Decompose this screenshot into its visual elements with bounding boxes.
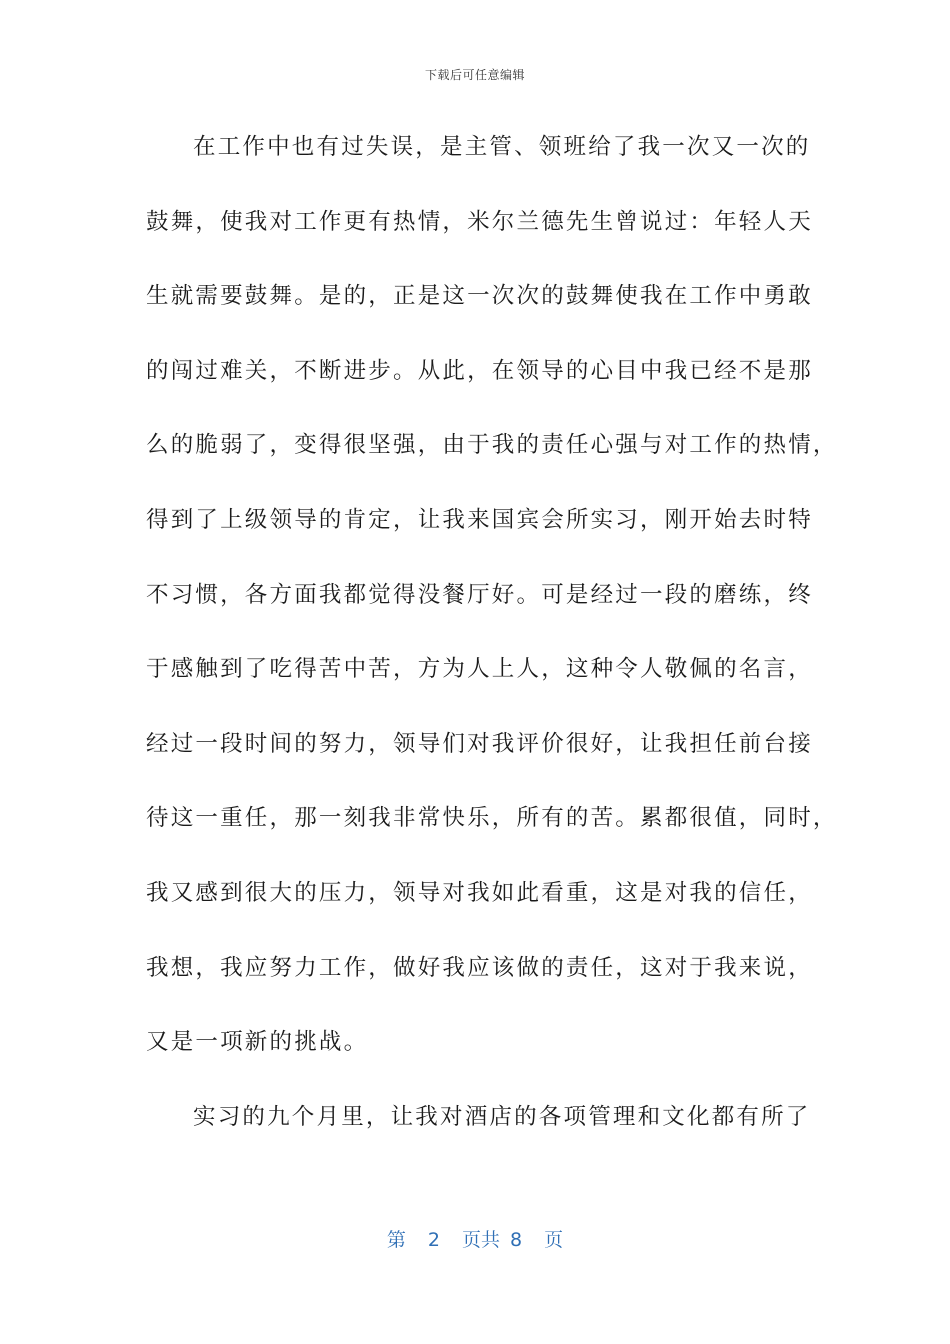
paragraph-line: 待这一重任，那一刻我非常快乐，所有的苦。累都很值，同时，	[146, 805, 838, 832]
paragraph-line: 我又感到很大的压力，领导对我如此看重，这是对我的信任，	[146, 879, 813, 906]
paragraph-line: 又是一项新的挑战。	[146, 1029, 369, 1056]
paragraph-line: 实习的九个月里，让我对酒店的各项管理和文化都有所了	[193, 1103, 811, 1130]
header-note: 下载后可任意编辑	[424, 68, 525, 82]
paragraph-line: 我想，我应努力工作，做好我应该做的责任，这对于我来说，	[146, 954, 813, 981]
document-body	[146, 120, 838, 1164]
paragraph-line: 于感触到了吃得苦中苦，方为人上人，这种令人敬佩的名言，	[146, 656, 813, 683]
footer-label-of: 页共	[461, 1229, 500, 1251]
paragraph-line: 么的脆弱了，变得很坚强，由于我的责任心强与对工作的热情，	[146, 432, 838, 459]
paragraph-line: 不习惯，各方面我都觉得没餐厅好。可是经过一段的磨练，终	[146, 581, 813, 608]
total-pages-number: 8	[510, 1229, 523, 1251]
page-footer	[0, 1225, 950, 1252]
paragraph-line: 经过一段时间的努力，领导们对我评价很好，让我担任前台接	[146, 730, 813, 757]
paragraph-line: 得到了上级领导的肯定，让我来国宾会所实习，刚开始去时特	[146, 506, 813, 533]
paragraph-line: 在工作中也有过失误，是主管、领班给了我一次又一次的	[193, 134, 811, 160]
paragraph-line: 生就需要鼓舞。是的，正是这一次次的鼓舞使我在工作中勇敢	[146, 283, 813, 310]
footer-label-page: 第	[386, 1229, 406, 1251]
footer-label-end: 页	[544, 1229, 564, 1251]
paragraph-line: 的闯过难关，不断进步。从此，在领导的心目中我已经不是那	[146, 357, 813, 384]
paragraph-line: 鼓舞，使我对工作更有热情，米尔兰德先生曾说过：年轻人天	[146, 208, 813, 235]
current-page-number: 2	[427, 1229, 440, 1251]
